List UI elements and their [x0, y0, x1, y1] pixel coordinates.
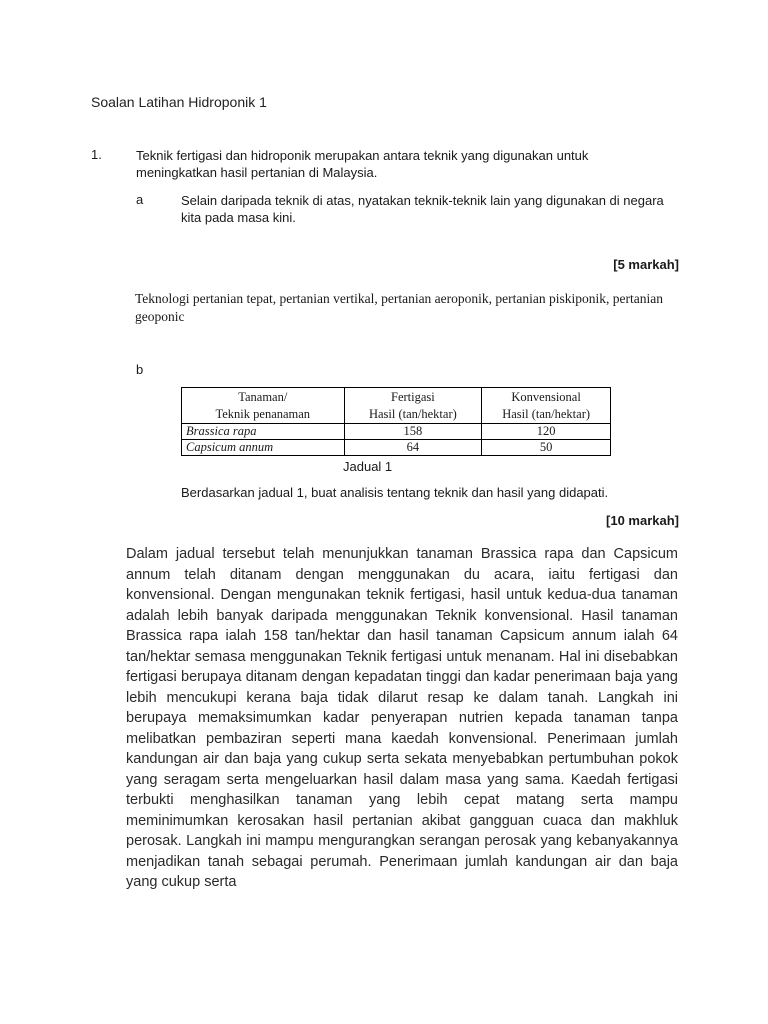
table-header-conventional — [482, 388, 611, 424]
table-cell-crop: Brassica rapa — [182, 424, 345, 440]
document-title: Soalan Latihan Hidroponik 1 — [91, 94, 267, 110]
table-cell-conventional: 120 — [482, 424, 611, 440]
table-caption: Jadual 1 — [343, 459, 393, 474]
question-text: Teknik fertigasi dan hidroponik merupakan antara teknik yang digunakan untuk meningkatkan hasil pertanian di Malaysia. — [136, 148, 589, 180]
part-b-marks: [10 markah] — [606, 513, 679, 528]
table-header-crop — [182, 388, 345, 424]
table-header-line: Teknik penanaman — [215, 407, 311, 421]
yield-table — [181, 387, 611, 456]
question-number: 1. — [91, 147, 102, 162]
part-b-label: b — [136, 362, 144, 377]
table-header-row — [182, 388, 611, 424]
table-cell-fertigation: 158 — [344, 424, 482, 440]
part-a-text: Selain daripada teknik di atas, nyatakan teknik-teknik lain yang digunakan di negara kita pada masa kini. — [181, 193, 664, 225]
table-header-line: Hasil (tan/hektar) — [368, 407, 457, 421]
table-header-fertigation — [344, 388, 482, 424]
table-cell-conventional: 50 — [482, 440, 611, 456]
table-header-line: Tanaman/ — [238, 390, 288, 404]
part-b-answer: Dalam jadual tersebut telah menunjukkan tanaman Brassica rapa dan Capsicum annum telah ditanam dengan menggunakan du acara, iaitu fertigasi dan konvensional. Dengan mengunakan teknik fertigasi, hasil untuk kedua-dua tanaman adalah lebih banyak daripada menggunakan Teknik konvensional. Hasil tanaman Brassica rapa ialah 158 tan/hektar dan hasil tanaman Capsicum annum ialah 64 tan/hektar semasa menggunakan Teknik fertigasi untuk menanam. Hal ini disebabkan fertigasi berupaya ditanam dengan kepadatan tinggi dan kadar penerimaan baja yang lebih mencukupi kerana baja tidak dilarut resap ke dalam tanah. Langkah ini berupaya memaksimumkan kadar penyerapan nutrien kepada tanaman tanpa melibatkan pembaziran seperti mana kaedah konvensional. Penerimaan jumlah kandungan air dan baja yang cukup serta sekata menyebabkan pertumbuhan pokok yang seragam serta mengeluarkan hasil dalam masa yang sama. Kaedah fertigasi terbukti menghasilkan tanaman yang lebih cepat matang serta mampu meminimumkan kerosakan hasil pertanian akibat gangguan cuaca dan makhluk perosak. Langkah ini mampu mengurangkan serangan perosak yang kebanyakannya menjadikan tanah sebagai perumah. Penerimaan jumlah kandungan air dan baja yang cukup serta — [126, 546, 678, 890]
part-b-instruction: Berdasarkan jadual 1, buat analisis tentang teknik dan hasil yang didapati. — [181, 485, 609, 500]
table-header-line: Konvensional — [511, 390, 581, 404]
table-cell-crop: Capsicum annum — [182, 440, 345, 456]
part-a-answer: Teknologi pertanian tepat, pertanian vertikal, pertanian aeroponik, pertanian piskiponik, pertanian geoponic — [135, 291, 663, 324]
part-a-marks: [5 markah] — [613, 257, 679, 272]
part-a-label: a — [136, 192, 144, 207]
table-cell-fertigation: 64 — [344, 440, 482, 456]
table-header-line: Fertigasi — [391, 390, 435, 404]
table-header-line: Hasil (tan/hektar) — [502, 407, 591, 421]
table-row — [182, 424, 611, 440]
table-row — [182, 440, 611, 456]
